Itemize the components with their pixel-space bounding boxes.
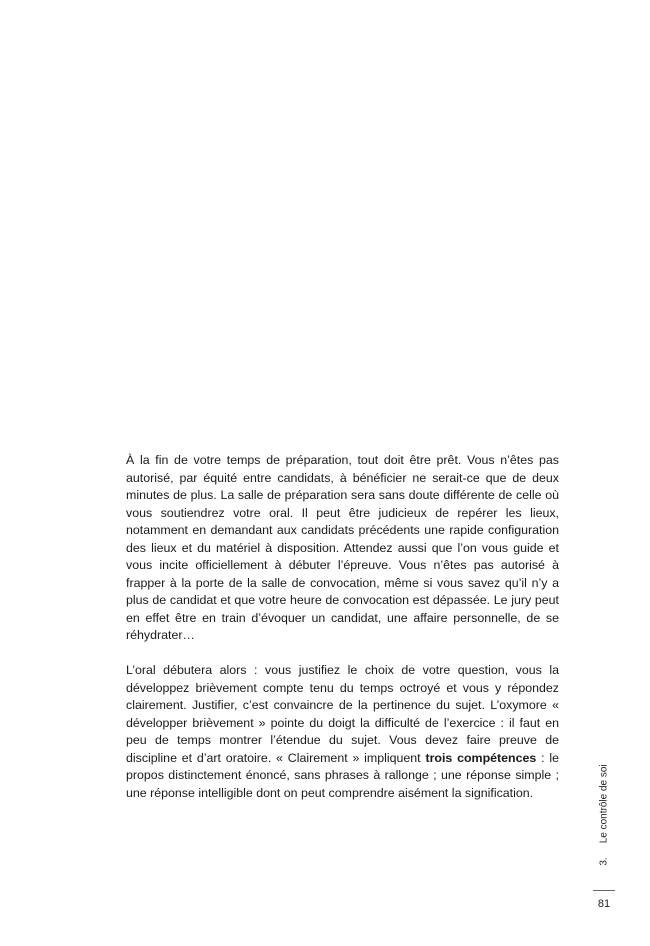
chapter-title: Le contrôle de soi — [598, 764, 610, 844]
bold-phrase: trois compétences — [425, 750, 537, 765]
body-text — [126, 452, 559, 802]
page-number-divider — [593, 890, 615, 891]
page-number: 81 — [597, 898, 611, 910]
chapter-sidebar — [593, 762, 615, 868]
chapter-number: 3. — [598, 857, 610, 866]
paragraph-text-end: : le propos distinctement énoncé, sans phrases à rallonge ; une réponse simple ; une réponse intelligible dont on peut comprendre aisément la signification. — [126, 750, 559, 800]
paragraph-text-start: L’oral débutera alors : vous justifiez le choix de votre question, vous la développez brièvement compte tenu du temps octroyé et vous y répondez clairement. Justifier, c’est convaincre de la pertinence du sujet. L’oxymore « développer brièvement » pointe du doigt la difficulté de l’exercice : il faut en peu de temps montrer l’étendue du sujet. Vous devez faire preuve de discipline et d’art oratoire. « Clairement » impliquent — [126, 663, 559, 765]
paragraph-preparation: À la fin de votre temps de préparation, tout doit être prêt. Vous n’êtes pas autorisé, par équité entre candidats, à bénéficier ne serait-ce que de deux minutes de plus. La salle de préparation sera sans doute différente de celle où vous soutiendrez votre oral. Il peut être judicieux de repérer les lieux, notamment en demandant aux candidats précédents une rapide configuration des lieux et du matériel à disposition. Attendez aussi que l’on vous guide et vous incite officiellement à débuter l’épreuve. Vous n’êtes pas autorisé à frapper à la porte de la salle de convocation, même si vous savez qu’il n’y a plus de candidat et que votre heure de convocation est dépassée. Le jury peut en effet être en train d’évoquer un candidat, une affaire personnelle, de se réhydrater… — [126, 453, 559, 642]
paragraph-oral-start — [126, 662, 559, 802]
